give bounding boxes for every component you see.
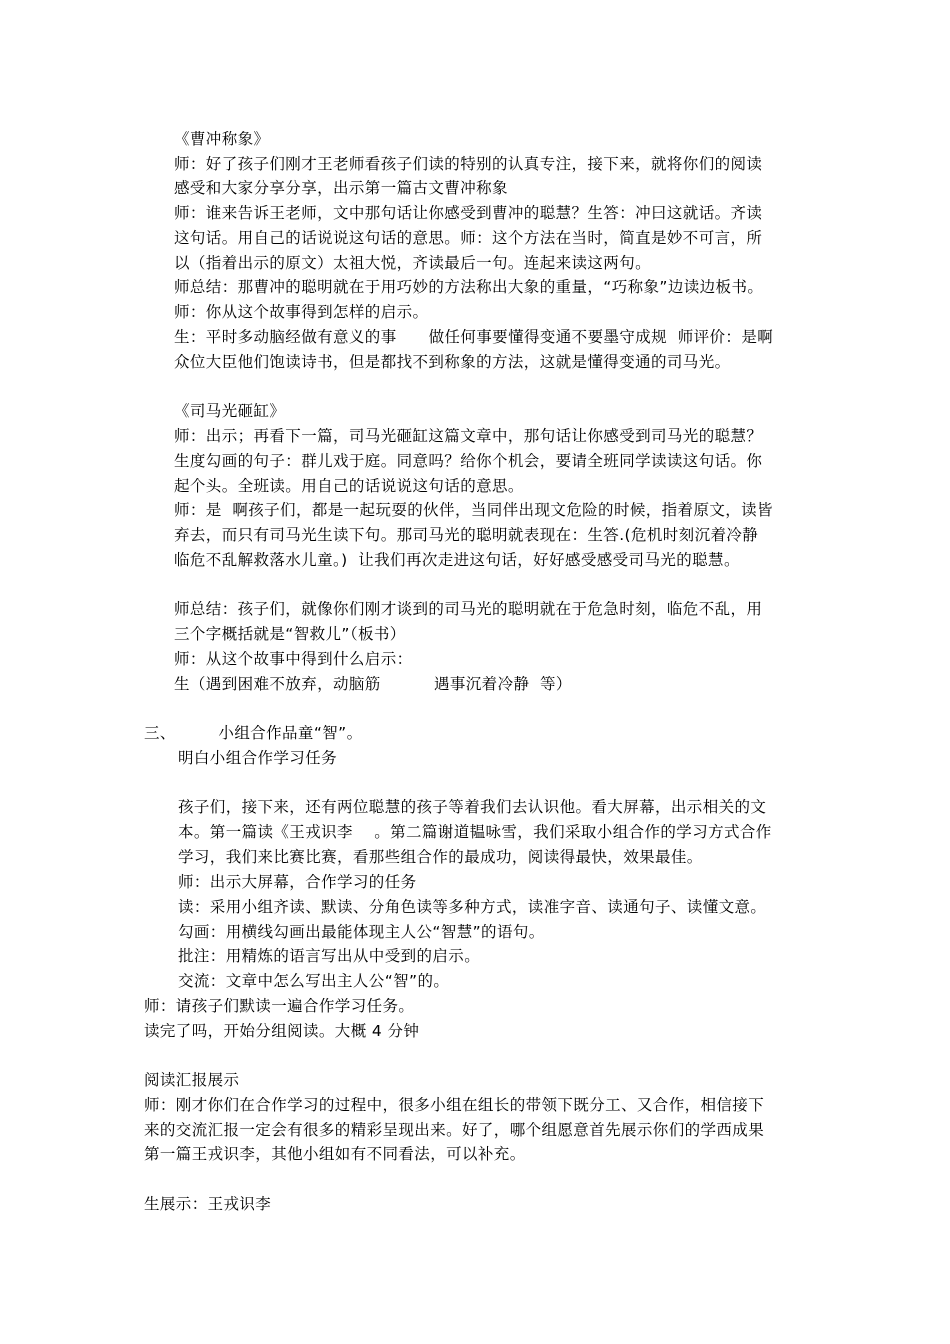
text-line: 生度勾画的句子：群儿戏于庭。同意吗？给你个机会，要请全班同学读读这句话。你 [174,452,763,470]
text-line: 众位大臣他们饱读诗书，但是都找不到称象的方法，这就是懂得变通的司马光。 [174,353,731,371]
text-line: 师：好了孩子们刚才王老师看孩子们读的特别的认真专注，接下来，就将你们的阅读 [174,155,763,173]
task-read: 读：采用小组齐读、默读、分角色读等多种方式，读准字音、读通句子、读懂文意。 [178,898,767,916]
text-line: 学习，我们来比赛比赛，看那些组合作的最成功，阅读得最快，效果最佳。 [178,848,703,866]
task-underline: 勾画：用横线勾画出最能体现主人公“智慧”的语句。 [178,923,545,941]
text-line: 三个字概括就是“智救儿”（板书） [174,625,406,643]
text-line: 这句话。用自己的话说说这句话的意思。师：这个方法在当时，简直是妙不可言，所 [174,229,763,247]
task-annotate: 批注：用精炼的语言写出从中受到的启示。 [178,947,481,965]
text-line: 感受和大家分享分享，出示第一篇古文曹冲称象 [174,179,508,197]
heading-cao-chong: 《曹冲称象》 [174,130,270,148]
text-line: 第一篇王戎识李，其他小组如有不同看法，可以补充。 [144,1145,526,1163]
section-heading-3: 三、 小组合作品童“智”。 [144,724,363,742]
text-line: 师：你从这个故事得到怎样的启示。 [174,303,429,321]
text-line: 孩子们，接下来，还有两位聪慧的孩子等着我们去认识他。看大屏幕，出示相关的文 [178,798,767,816]
text-line: 师：是 啊孩子们，都是一起玩耍的伙伴，当同伴出现文危险的时候，指着原文，读皆 [174,501,773,519]
subheading: 明白小组合作学习任务 [178,749,338,767]
text-line: 师：刚才你们在合作学习的过程中，很多小组在组长的带领下既分工、又合作，相信接下 [144,1096,765,1114]
text-line: 师：出示大屏幕，合作学习的任务 [178,873,417,891]
text-line: 生：平时多动脑经做有意义的事 做任何事要懂得变通不要墨守成规 师评价：是啊 [174,328,774,346]
text-line: 师：请孩子们默读一遍合作学习任务。 [144,997,415,1015]
text-line: 以（指着出示的原文）太祖大悦，齐读最后一句。连起来读这两句。 [174,254,652,272]
text-line: 临危不乱解救落水儿童。) 让我们再次走进这句话，好好感受感受司马光的聪慧。 [174,551,740,569]
text-line: 生（遇到困难不放弃，动脑筋 遇事沉着冷静 等） [174,675,572,693]
text-line: 师总结：那曹冲的聪明就在于用巧妙的方法称出大象的重量，“巧称象”边读边板书。 [174,278,764,296]
task-discuss: 交流：文章中怎么写出主人公“智”的。 [178,972,450,990]
text-line: 生展示：王戎识李 [144,1195,272,1213]
subheading: 阅读汇报展示 [144,1071,240,1089]
text-line: 起个头。全班读。用自己的话说说这句话的意思。 [174,477,524,495]
text-line: 师：谁来告诉王老师，文中那句话让你感受到曹冲的聪慧？生答：冲曰这就话。齐读 [174,204,763,222]
text-line: 师：从这个故事中得到什么启示： [174,650,413,668]
text-line: 本。第一篇读《王戎识李 。第二篇谢道韫咏雪，我们采取小组合作的学习方式合作 [178,823,772,841]
heading-sima-guang: 《司马光砸缸》 [174,402,286,420]
text-line: 读完了吗，开始分组阅读。大概 4 分钟 [144,1022,420,1040]
text-line: 师总结：孩子们，就像你们刚才谈到的司马光的聪明就在于危急时刻，临危不乱，用 [174,600,763,618]
text-line: 弃去，而只有司马光生读下句。那司马光的聪明就表现在：生答.(危机时刻沉着冷静 [174,526,759,544]
text-line: 来的交流汇报一定会有很多的精彩呈现出来。好了，哪个组愿意首先展示你们的学西成果 [144,1121,765,1139]
text-line: 师：出示；再看下一篇，司马光砸缸这篇文章中，那句话让你感受到司马光的聪慧？ [174,427,763,445]
